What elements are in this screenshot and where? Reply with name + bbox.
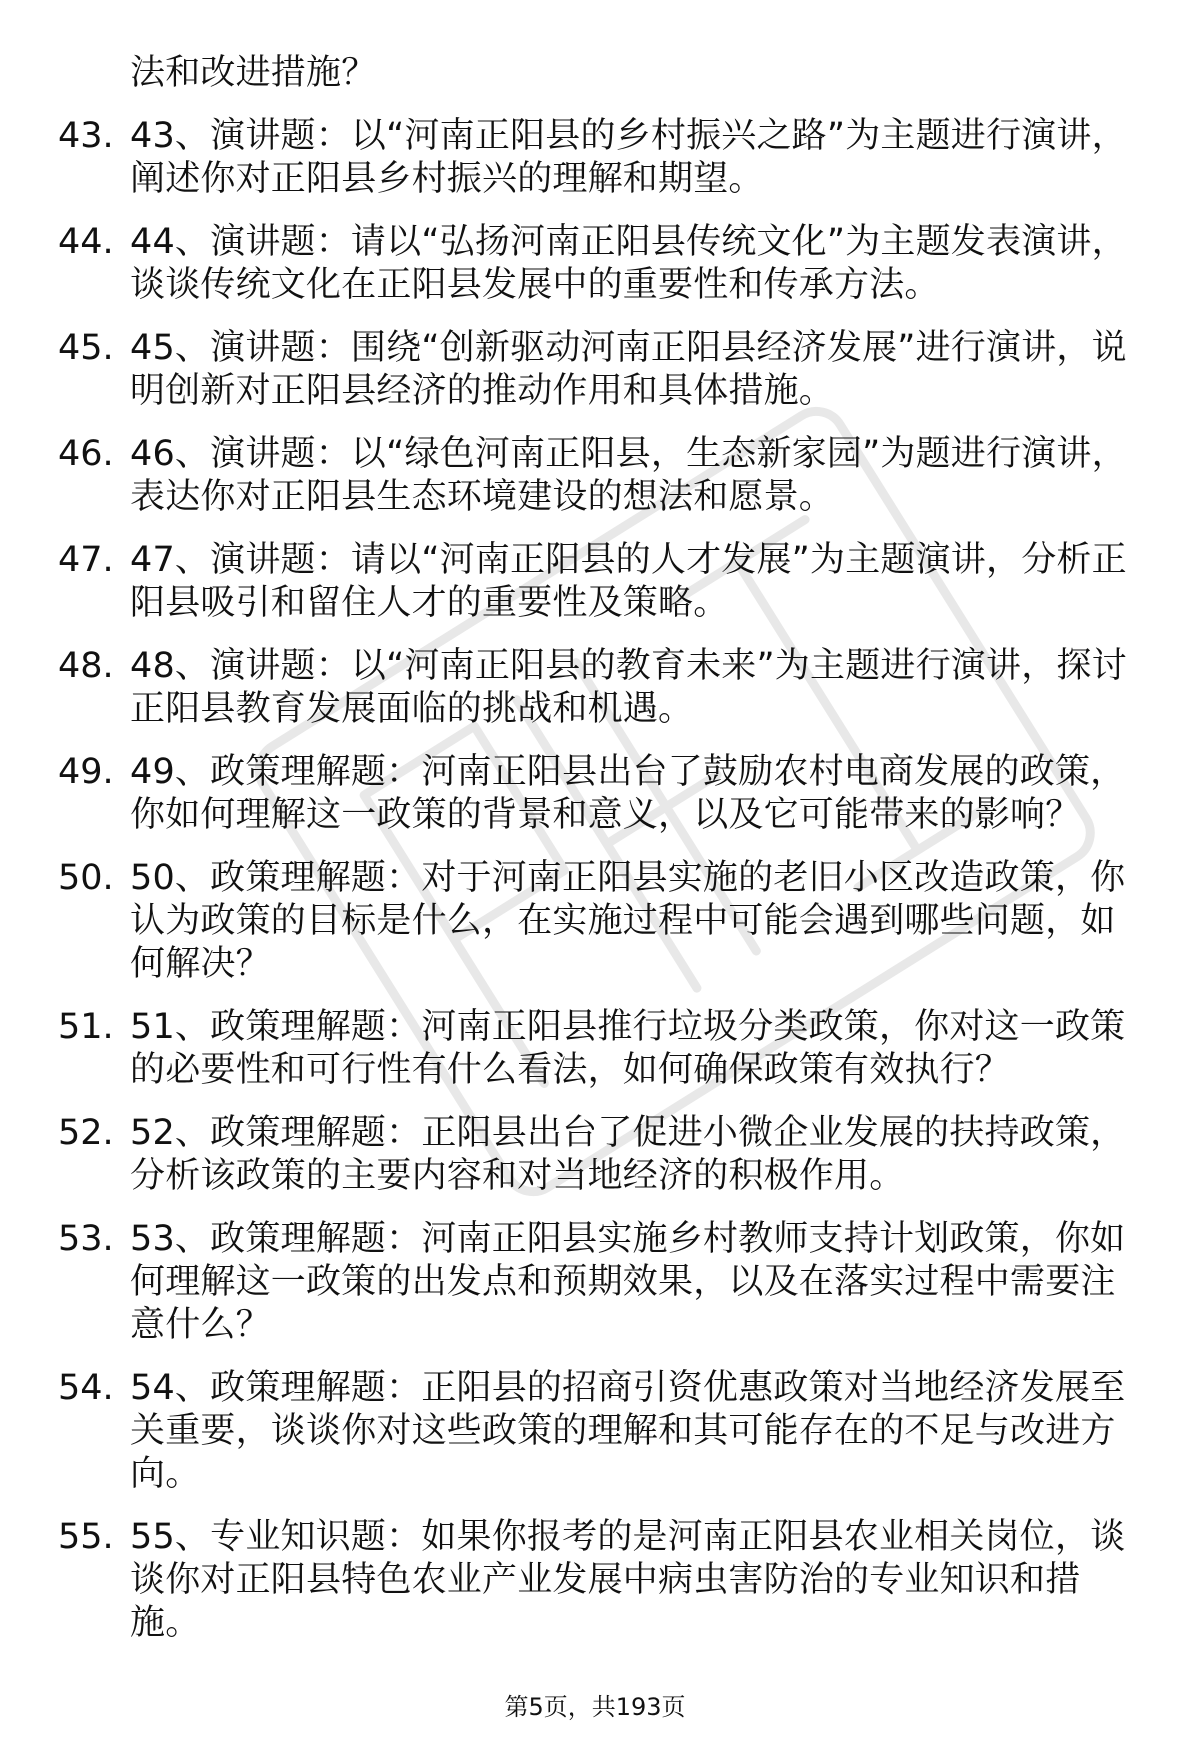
item-number: 43. [58, 116, 114, 156]
item-text: 46、演讲题：以“绿色河南正阳县，生态新家园”为题进行演讲，表达你对正阳县生态环境建设的想法和愿景。 [130, 434, 1127, 517]
list-item [58, 1367, 1148, 1496]
list-item [58, 1112, 1148, 1198]
item-number: 51. [58, 1007, 114, 1047]
list-item [58, 1218, 1148, 1347]
item-number: 45. [58, 328, 114, 368]
item-number: 50. [58, 858, 114, 898]
item-number: 49. [58, 752, 114, 792]
list-item [58, 539, 1148, 625]
item-text: 45、演讲题：围绕“创新驱动河南正阳县经济发展”进行演讲，说明创新对正阳县经济的推动作用和具体措施。 [130, 328, 1127, 411]
item-number: 55. [58, 1517, 114, 1557]
list-item [58, 221, 1148, 307]
item-number: 54. [58, 1368, 114, 1408]
item-number: 46. [58, 434, 114, 474]
item-text: 53、政策理解题：河南正阳县实施乡村教师支持计划政策，你如何理解这一政策的出发点和预期效果，以及在落实过程中需要注意什么？ [130, 1219, 1126, 1345]
item-text: 50、政策理解题：对于河南正阳县实施的老旧小区改造政策，你认为政策的目标是什么，在实施过程中可能会遇到哪些问题，如何解决？ [130, 858, 1126, 984]
item-text: 51、政策理解题：河南正阳县推行垃圾分类政策，你对这一政策的必要性和可行性有什么看法，如何确保政策有效执行？ [130, 1007, 1126, 1090]
item-number: 53. [58, 1219, 114, 1259]
item-text: 48、演讲题：以“河南正阳县的教育未来”为主题进行演讲，探讨正阳县教育发展面临的挑战和机遇。 [130, 646, 1127, 729]
page-footer: 第5页，共193页 [504, 1693, 686, 1721]
item-text: 55、专业知识题：如果你报考的是河南正阳县农业相关岗位，谈谈你对正阳县特色农业产业发展中病虫害防治的专业知识和措施。 [130, 1517, 1126, 1643]
item-text: 54、政策理解题：正阳县的招商引资优惠政策对当地经济发展至关重要，谈谈你对这些政策的理解和其可能存在的不足与改进方向。 [130, 1368, 1126, 1494]
continued-text: 法和改进措施？ [130, 53, 377, 93]
list-item [58, 1516, 1148, 1645]
list-item [58, 115, 1148, 201]
list-item [58, 1006, 1148, 1092]
list-item [58, 857, 1148, 986]
items-container [58, 115, 1148, 1645]
question-list [58, 52, 1148, 1645]
item-number: 44. [58, 222, 114, 262]
item-text: 47、演讲题：请以“河南正阳县的人才发展”为主题演讲，分析正阳县吸引和留住人才的重要性及策略。 [130, 540, 1127, 623]
item-text: 52、政策理解题：正阳县出台了促进小微企业发展的扶持政策，分析该政策的主要内容和对当地经济的积极作用。 [130, 1113, 1126, 1196]
list-item [58, 433, 1148, 519]
item-text: 43、演讲题：以“河南正阳县的乡村振兴之路”为主题进行演讲，阐述你对正阳县乡村振兴的理解和期望。 [130, 116, 1127, 199]
item-number: 47. [58, 540, 114, 580]
item-text: 49、政策理解题：河南正阳县出台了鼓励农村电商发展的政策，你如何理解这一政策的背景和意义，以及它可能带来的影响？ [130, 752, 1126, 835]
item-number: 52. [58, 1113, 114, 1153]
list-item [58, 327, 1148, 413]
list-item [58, 645, 1148, 731]
item-number: 48. [58, 646, 114, 686]
item-text: 44、演讲题：请以“弘扬河南正阳县传统文化”为主题发表演讲，谈谈传统文化在正阳县发展中的重要性和传承方法。 [130, 222, 1127, 305]
list-item [58, 751, 1148, 837]
